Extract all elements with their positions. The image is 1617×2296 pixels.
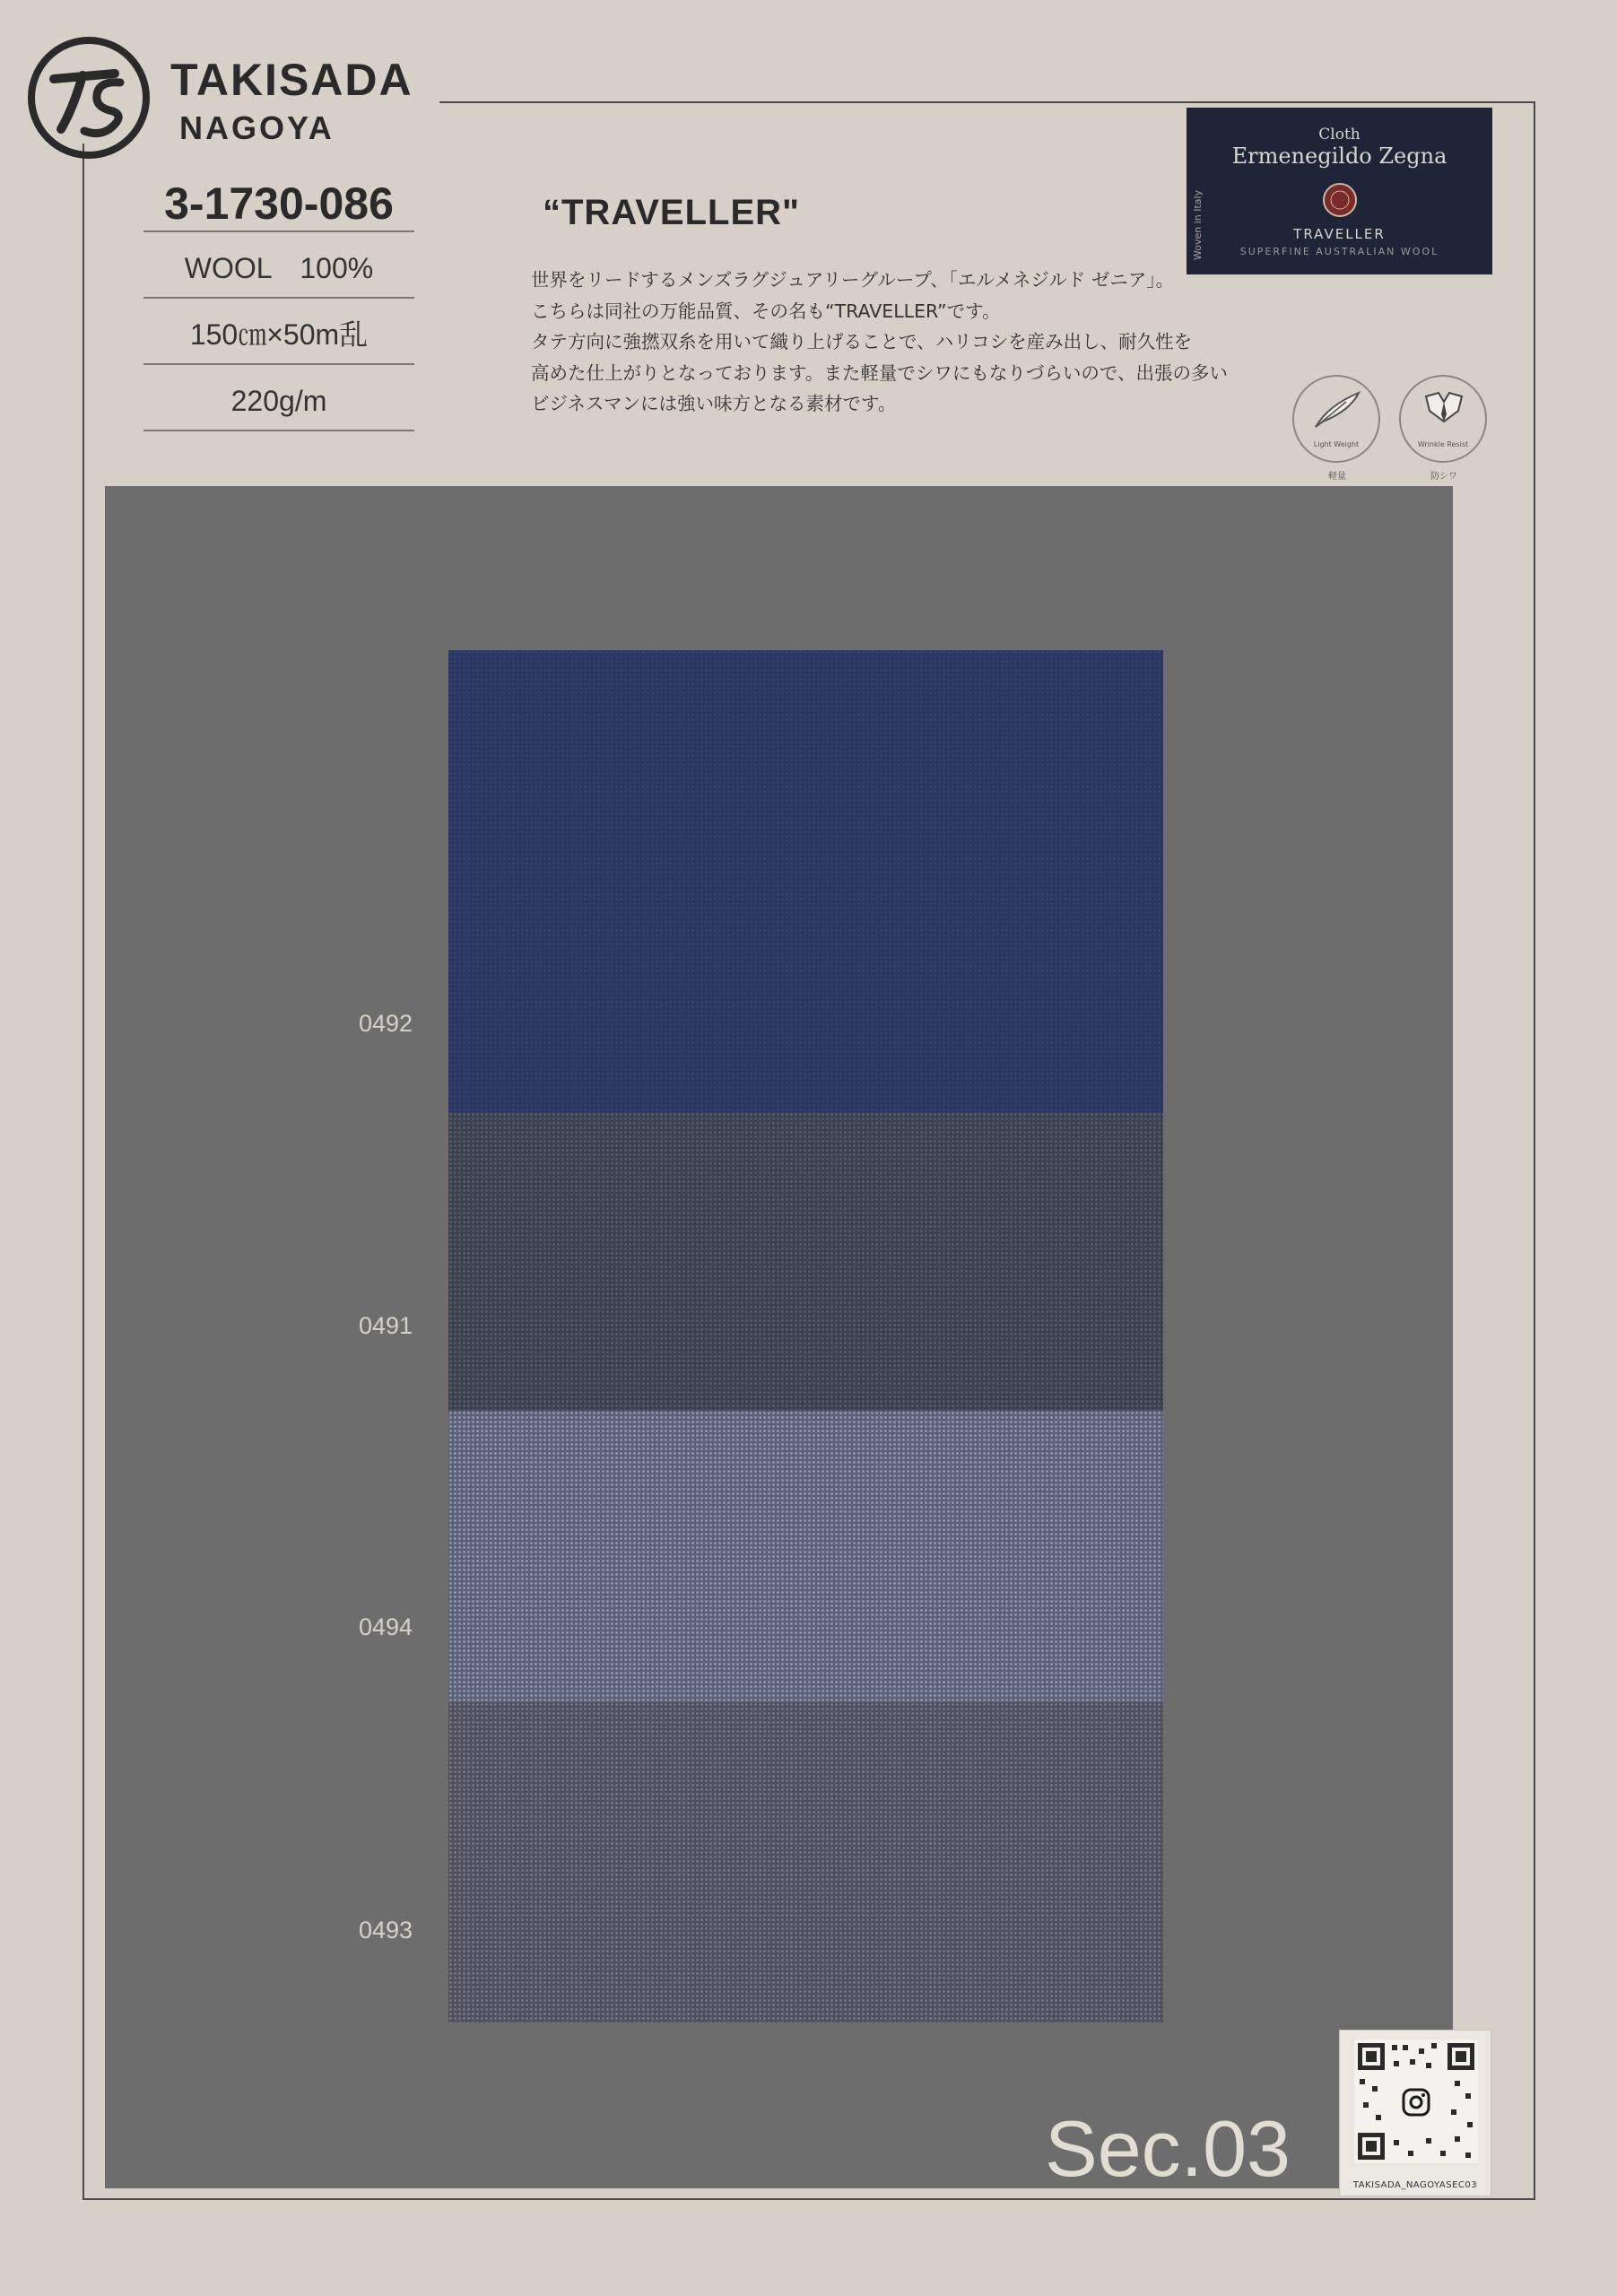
feature-circle <box>1399 375 1487 463</box>
zegna-side-text: Woven in Italy <box>1192 189 1204 260</box>
description-line: こちらは同社の万能品質、その名も“TRAVELLER”です。 <box>531 300 1001 322</box>
description-line: ビジネスマンには強い味方となる素材です。 <box>531 393 897 414</box>
feature-label: Light Weight <box>1313 440 1360 448</box>
description-line: タテ方向に強撚双糸を用いて織り上げることで、ハリコシを産み出し、耐久性を <box>531 331 1193 352</box>
zegna-cloth-sub: SUPERFINE AUSTRALIAN WOOL <box>1239 246 1439 257</box>
feature-label: Wrinkle Resist <box>1417 440 1469 448</box>
qr-card[interactable] <box>1339 2030 1491 2196</box>
swatch-0492 <box>448 650 1163 1117</box>
feature-circle <box>1292 375 1380 463</box>
composition: WOOL 100% <box>143 232 414 299</box>
instagram-handle: TAKISADA_NAGOYASEC03 <box>1352 2180 1478 2190</box>
product-code: 3-1730-086 <box>143 175 414 232</box>
swatch-label: 0492 <box>359 1010 413 1037</box>
product-title: “TRAVELLER" <box>543 193 800 232</box>
zegna-brand: Ermenegildo Zegna <box>1231 144 1447 169</box>
zegna-emblem-icon <box>1321 181 1359 219</box>
swatch-0494 <box>448 1411 1163 1707</box>
swatch-label: 0493 <box>359 1917 413 1944</box>
product-description <box>531 265 1228 420</box>
feature-light-weight <box>1292 375 1382 482</box>
swatch-0493 <box>448 1702 1163 2022</box>
zegna-label <box>1187 108 1492 274</box>
feature-wrinkle-resist <box>1399 375 1489 482</box>
swatch-label: 0491 <box>359 1312 413 1339</box>
feather-icon <box>1310 387 1364 432</box>
zegna-cloth: Cloth <box>1318 126 1361 144</box>
description-line: 世界をリードするメンズラグジュアリーグループ、「エルメネジルド ゼニア」。 <box>531 269 1175 291</box>
ts-monogram-icon <box>27 36 151 160</box>
spec-table <box>143 175 414 431</box>
shirt-collar-icon <box>1417 387 1471 432</box>
section-label: Sec.03 <box>1045 2104 1291 2193</box>
fabric-size: 150㎝×50m乱 <box>143 299 414 365</box>
swatch-0491 <box>448 1112 1163 1415</box>
feature-jp: 軽量 <box>1328 472 1346 482</box>
instagram-icon <box>1401 2087 1431 2118</box>
fabric-weight: 220g/m <box>143 365 414 431</box>
feature-jp: 防シワ <box>1430 472 1457 482</box>
brand-city: NAGOYA <box>179 109 335 146</box>
description-line: 高めた仕上がりとなっております。また軽量でシワにもなりづらいので、出張の多い <box>531 361 1228 384</box>
brand-name: TAKISADA <box>170 55 413 105</box>
swatch-label: 0494 <box>359 1613 413 1640</box>
zegna-cloth-name: TRAVELLER <box>1293 226 1386 242</box>
